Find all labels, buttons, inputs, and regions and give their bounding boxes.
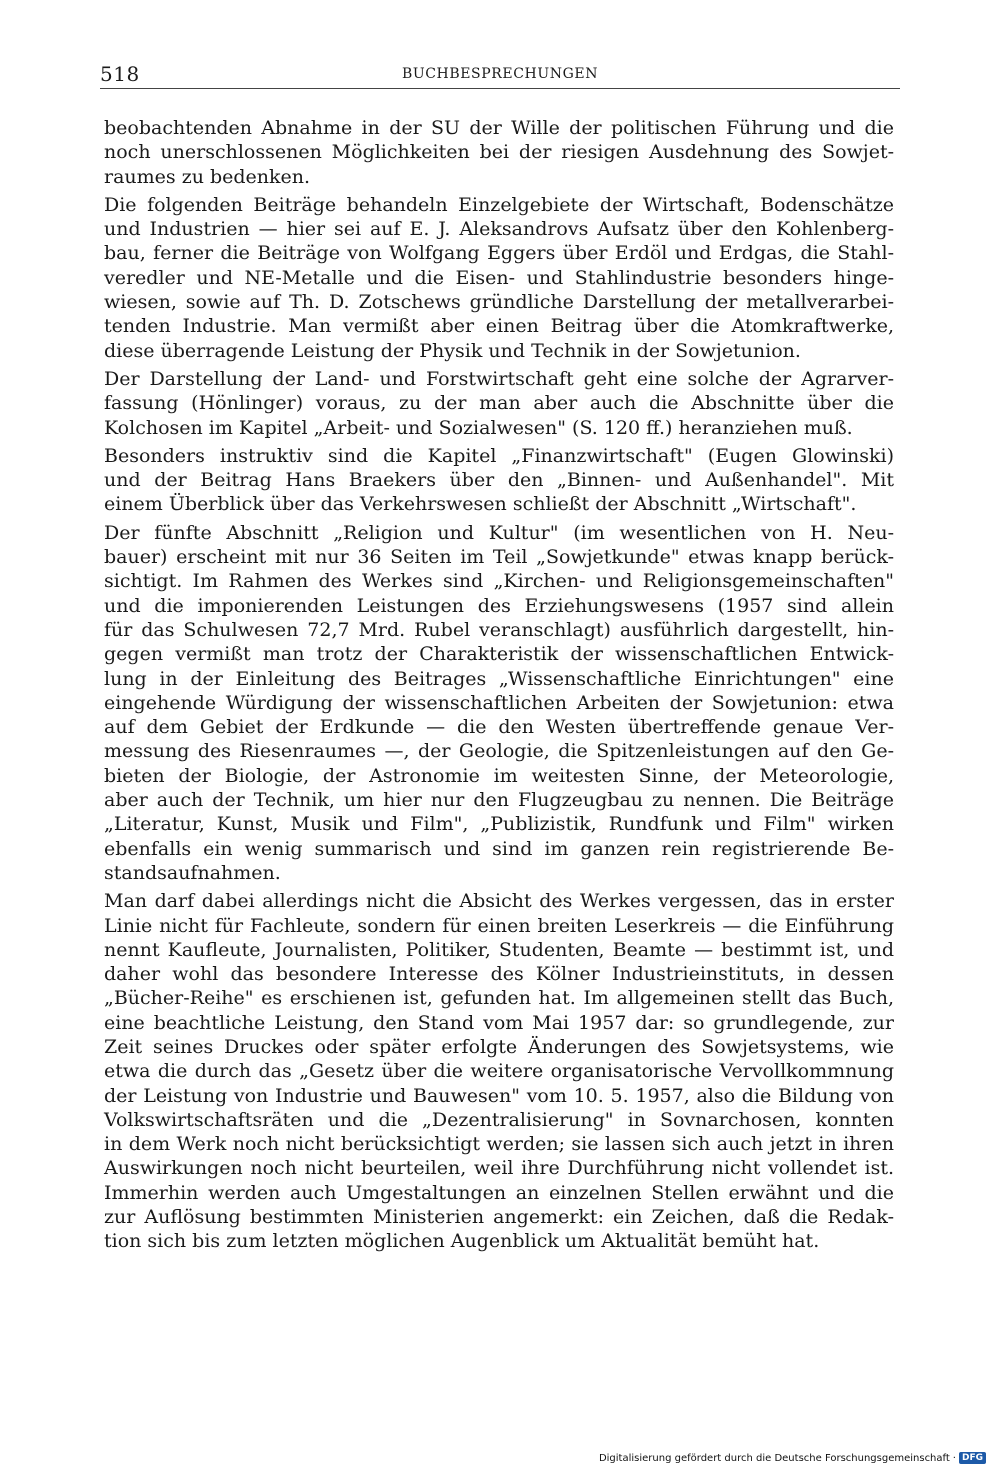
text-line: bieten der Biologie, der Astronomie im weitesten Sinne, der Meteorologie,	[104, 764, 894, 787]
text-line: der Leistung von Industrie und Bauwesen" vom 10. 5. 1957, also die Bildung von	[104, 1084, 894, 1107]
text-line: „Literatur, Kunst, Musik und Film", „Publizistik, Rundfunk und Film" wirken	[104, 813, 894, 836]
text-line: wiesen, sowie auf Th. D. Zotschews gründliche Darstellung der metallverarbei-	[104, 291, 894, 314]
text-line: gegen vermißt man trotz der Charakteristik der wissenschaftlichen Entwick-	[104, 643, 894, 666]
text-line: beobachtenden Abnahme in der SU der Wille der politischen Führung und die	[104, 117, 894, 139]
text-line: veredler und NE-Metalle und die Eisen- und Stahlindustrie besonders hinge-	[104, 266, 894, 289]
text-line: eine beachtliche Leistung, den Stand vom Mai 1957 dar: so grundlegende, zur	[104, 1011, 894, 1034]
paragraph	[104, 444, 894, 517]
page-number: 518	[100, 62, 140, 86]
text-line: raumes zu bedenken.	[104, 165, 311, 188]
text-line: nennt Kaufleute, Journalisten, Politiker, Studenten, Beamte — bestimmt ist, und	[104, 938, 894, 961]
text-line: und der Beitrag Hans Braekers über den „Binnen- und Außenhandel". Mit	[104, 469, 894, 492]
text-line: standsaufnahmen.	[104, 861, 281, 884]
text-line: Der fünfte Abschnitt „Religion und Kultur" (im wesentlichen von H. Neu-	[104, 521, 894, 544]
text-line: lung in der Einleitung des Beitrages „Wissenschaftliche Einrichtungen" eine	[104, 667, 894, 690]
text-line: einem Überblick über das Verkehrswesen schließt der Abschnitt „Wirtschaft".	[104, 493, 857, 516]
dfg-logo-icon: DFG	[959, 1452, 986, 1464]
header-rule	[100, 88, 900, 89]
text-line: und die imponierenden Leistungen des Erziehungswesens (1957 sind allein	[104, 594, 894, 617]
paragraph	[104, 367, 894, 440]
text-line: Zeit seines Druckes oder später erfolgte Änderungen des Sowjetsystems, wie	[104, 1035, 894, 1058]
text-line: fassung (Hönlinger) voraus, zu der man aber auch die Abschnitte über die	[104, 392, 894, 415]
text-line: Volkswirtschaftsräten und die „Dezentralisierung" in Sovnarchosen, konnten	[104, 1108, 894, 1131]
text-line: Auswirkungen noch nicht beurteilen, weil ihre Durchführung nicht vollendet ist.	[104, 1157, 894, 1180]
text-line: eingehende Würdigung der wissenschaftlichen Arbeiten der Sowjetunion: etwa	[104, 691, 894, 714]
text-line: daher wohl das besondere Interesse des Kölner Industrieinstituts, in dessen	[104, 963, 894, 986]
text-line: ebenfalls ein wenig summarisch und sind im ganzen rein registrierende Be-	[104, 837, 894, 860]
text-line: noch unerschlossenen Möglichkeiten bei der riesigen Ausdehnung des Sowjet-	[104, 141, 894, 164]
paragraph	[104, 889, 894, 1253]
text-line: „Bücher-Reihe" es erschienen ist, gefunden hat. Im allgemeinen stellt das Buch,	[104, 987, 894, 1010]
footer-text: Digitalisierung gefördert durch die Deutsche Forschungsgemeinschaft	[598, 1452, 950, 1464]
text-line: Der Darstellung der Land- und Forstwirtschaft geht eine solche der Agrarver-	[104, 367, 894, 390]
text-line: Die folgenden Beiträge behandeln Einzelgebiete der Wirtschaft, Bodenschätze	[104, 193, 894, 216]
text-line: Man darf dabei allerdings nicht die Absicht des Werkes vergessen, das in erster	[104, 890, 894, 913]
text-line: zur Auflösung bestimmten Ministerien angemerkt: ein Zeichen, daß die Redak-	[104, 1206, 894, 1229]
text-line: aber auch der Technik, um hier nur den Flugzeugbau zu nennen. Die Beiträge	[104, 789, 894, 812]
text-line: Immerhin werden auch Umgestaltungen an einzelnen Stellen erwähnt und die	[104, 1181, 894, 1204]
text-line: tion sich bis zum letzten möglichen Augenblick um Aktualität bemüht hat.	[104, 1230, 820, 1253]
text-line: diese überragende Leistung der Physik und Technik in der Sowjetunion.	[104, 339, 801, 362]
text-line: und Industrien — hier sei auf E. J. Aleksandrovs Aufsatz über den Kohlenberg-	[104, 218, 894, 241]
text-line: sichtigt. Im Rahmen des Werkes sind „Kirchen- und Religionsgemeinschaften"	[104, 570, 894, 593]
text-line: Besonders instruktiv sind die Kapitel „Finanzwirtschaft" (Eugen Glowinski)	[104, 444, 894, 467]
text-line: für das Schulwesen 72,7 Mrd. Rubel veranschlagt) ausführlich dargestellt, hin-	[104, 618, 894, 641]
text-line: Linie nicht für Fachleute, sondern für einen breiten Leserkreis — die Einführung	[104, 914, 894, 937]
text-line: tenden Industrie. Man vermißt aber einen Beitrag über die Atomkraftwerke,	[104, 315, 894, 338]
paragraph	[104, 193, 894, 363]
text-line: etwa die durch das „Gesetz über die weitere organisatorische Vervollkommnung	[104, 1060, 894, 1083]
text-line: bau, ferner die Beiträge von Wolfgang Eggers über Erdöl und Erdgas, die Stahl-	[104, 242, 894, 265]
text-line: messung des Riesenraumes —, der Geologie, die Spitzenleistungen auf den Ge-	[104, 740, 894, 763]
text-line: Kolchosen im Kapitel „Arbeit- und Sozialwesen" (S. 120 ff.) heranziehen muß.	[104, 416, 853, 439]
text-line: bauer) erscheint mit nur 36 Seiten im Teil „Sowjetkunde" etwas knapp berück-	[104, 546, 894, 569]
page-header	[100, 62, 900, 86]
article-body	[104, 116, 894, 1258]
text-line: auf dem Gebiet der Erdkunde — die den Westen übertreffende genaue Ver-	[104, 716, 894, 739]
paragraph	[104, 521, 894, 885]
digitization-footer: Digitalisierung gefördert durch die Deutsche Forschungsgemeinschaft · DFG	[599, 1452, 986, 1464]
running-head: BUCHBESPRECHUNGEN	[401, 66, 599, 82]
paragraph	[104, 116, 894, 189]
text-line: in dem Werk noch nicht berücksichtigt werden; sie lassen sich auch jetzt in ihren	[104, 1133, 894, 1156]
